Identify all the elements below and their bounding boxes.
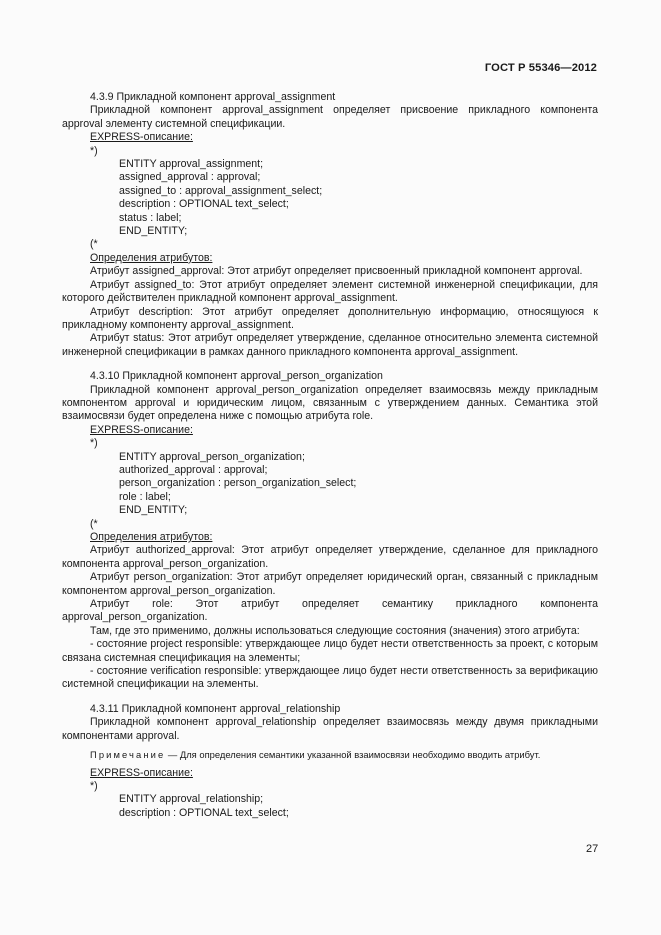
- attribute-definition: Атрибут authorized_approval: Этот атрибут определяет утверждение, сделанное для прикладного компонента approval_person_organization.: [62, 544, 598, 570]
- code-line: ENTITY approval_person_organization;: [119, 450, 305, 463]
- section-4-3-10-intro: Прикладной компонент approval_person_organization определяет взаимосвязь между прикладным компонентом approval и юридическим лицом, связанным с утверждением данных. Семантика этой взаимосвязи будет определена ниже с помощью атрибута role.: [62, 383, 598, 423]
- section-4-3-9-intro: Прикладной компонент approval_assignment определяет присвоение прикладного компонента approval элементу системной спецификации.: [62, 104, 598, 130]
- code-line: END_ENTITY;: [119, 225, 188, 238]
- note: [62, 748, 598, 761]
- express-label: EXPRESS-описание:: [90, 766, 193, 779]
- comment-open: *): [90, 144, 98, 157]
- attributes-label: Определения атрибутов:: [90, 531, 213, 543]
- code-line: status : label;: [119, 211, 182, 224]
- comment-open: *): [90, 779, 98, 792]
- code-line: authorized_approval : approval;: [119, 463, 268, 476]
- attribute-definition: Атрибут person_organization: Этот атрибут определяет юридический орган, связанный с прикладным компонентом approval_person_organization.: [62, 571, 598, 597]
- code-line: END_ENTITY;: [119, 504, 188, 517]
- section-4-3-10-title: 4.3.10 Прикладной компонент approval_person_organization: [90, 370, 383, 383]
- code-line: description : OPTIONAL text_select;: [119, 198, 289, 211]
- comment-open: *): [90, 437, 98, 450]
- attributes-label: Определения атрибутов:: [90, 251, 213, 264]
- attribute-definition: Там, где это применимо, должны использоваться следующие состояния (значения) этого атрибута:: [90, 624, 580, 637]
- comment-close: (*: [90, 517, 98, 530]
- code-line: ENTITY approval_assignment;: [119, 158, 264, 171]
- code-line: description : OPTIONAL text_select;: [119, 806, 289, 819]
- state-list-item: - состояние project responsible: утверждающее лицо будет нести ответственность за проект, с которым связана системная спецификация на элементы;: [62, 638, 598, 664]
- attribute-definition: Атрибут description: Этот атрибут определяет дополнительную информацию, относящуюся к прикладному компоненту approval_assignment.: [62, 305, 598, 331]
- comment-close: (*: [90, 238, 98, 251]
- express-label: EXPRESS-описание:: [90, 131, 193, 144]
- document-id: ГОСТ Р 55346—2012: [484, 62, 597, 74]
- attribute-definition: Атрибут assigned_approval: Этот атрибут определяет присвоенный прикладной компонент approval.: [90, 265, 583, 278]
- section-4-3-11-title: 4.3.11 Прикладной компонент approval_relationship: [90, 702, 341, 715]
- note-text: — Для определения семантики указанной взаимосвязи необходимо вводить атрибут.: [165, 749, 541, 761]
- attribute-definition: Атрибут role: Этот атрибут определяет семантику прикладного компонента approval_person_organization.: [62, 598, 598, 624]
- code-line: assigned_approval : approval;: [119, 171, 261, 184]
- page-number: 27: [586, 843, 599, 855]
- attribute-definition: Атрибут status: Этот атрибут определяет утверждение, сделанное относительно элемента системной инженерной спецификации в рамках данного прикладного компонента approval_assignment.: [62, 332, 598, 358]
- state-list-item: - состояние verification responsible: утверждающее лицо будет нести ответственность за верификацию системной спецификации на элементы.: [62, 665, 598, 691]
- attribute-definition: Атрибут assigned_to: Этот атрибут определяет элемент системной инженерной спецификации, для которого действителен прикладной компонент approval_assignment.: [62, 278, 598, 305]
- code-line: assigned_to : approval_assignment_select;: [119, 184, 323, 197]
- page-content: [62, 91, 598, 820]
- section-4-3-11-intro: Прикладной компонент approval_relationship определяет взаимосвязь между двумя прикладными компонентами approval.: [62, 716, 598, 742]
- note-label: Примечание: [90, 749, 166, 761]
- code-line: role : label;: [119, 490, 171, 503]
- section-4-3-9-title: 4.3.9 Прикладной компонент approval_assignment: [90, 91, 336, 103]
- code-line: person_organization : person_organization_select;: [119, 477, 357, 490]
- express-label: EXPRESS-описание:: [90, 423, 193, 436]
- code-line: ENTITY approval_relationship;: [119, 793, 264, 806]
